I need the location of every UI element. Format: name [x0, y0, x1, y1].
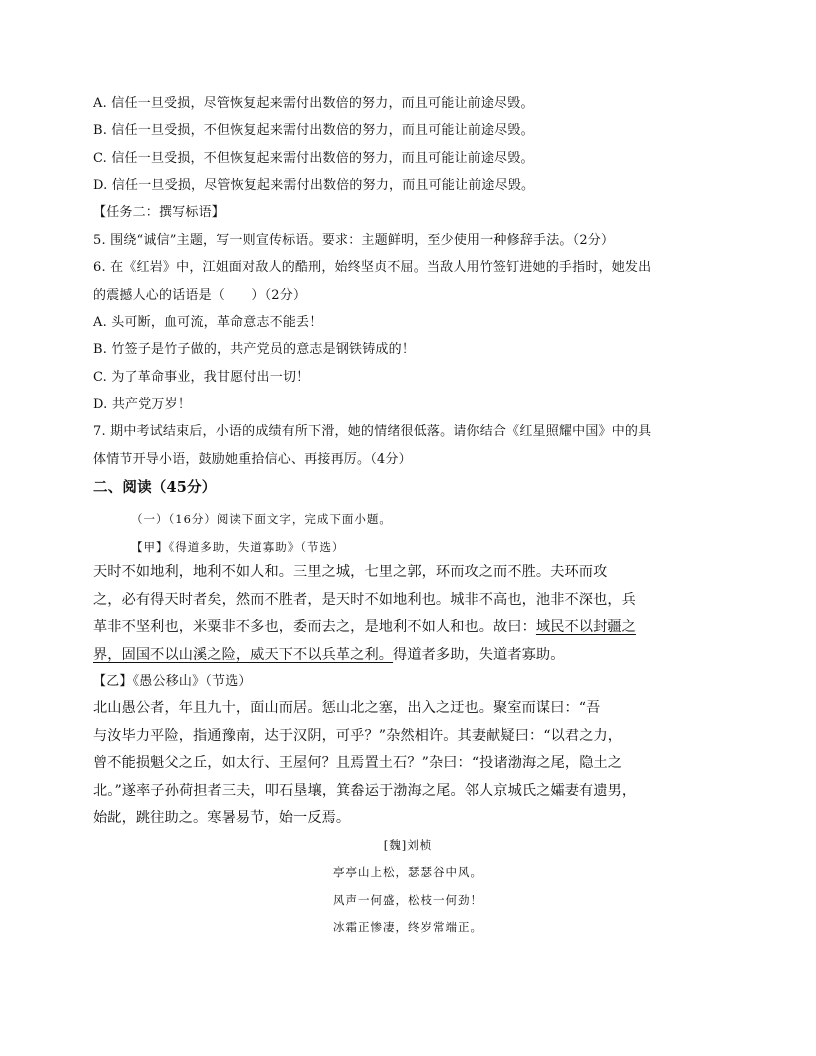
- q6-option-c: C. 为了革命事业，我甘愿付出一切！: [93, 370, 310, 385]
- jia-line-3-text: 革非不坚利也，米粟非不多也，委而去之，是地利不如人和也。故曰：: [93, 619, 536, 635]
- q4-option-b: B. 信任一旦受损，不但恢复起来需付出数倍的努力，而且可能让前途尽毁。: [93, 123, 534, 138]
- yi-line-5: 始龀，跳往助之。寒暑易节，始一反焉。: [93, 810, 351, 826]
- jia-line-1: 天时不如地利，地利不如人和。三里之城，七里之郭，环而攻之而不胜。夫环而攻: [93, 564, 608, 580]
- jia-underlined-1: 域民不以封疆之: [535, 619, 636, 635]
- jia-title: 【甲】《得道多助，失道寡助》（节选）: [131, 540, 345, 554]
- poem-author: [魏]刘桢: [383, 838, 433, 852]
- poem-line-3: 冰霜正惨凄，终岁常端正。: [333, 920, 483, 934]
- question-7-line1: 7. 期中考试结束后，小语的成绩有所下滑，她的情绪很低落。请你结合《红星照耀中国》中的具: [93, 424, 652, 439]
- q6-option-d: D. 共产党万岁！: [93, 397, 192, 412]
- question-7-line2: 体情节开导小语，鼓励她重拾信心、再接再厉。（4分）: [93, 452, 412, 467]
- question-6-line1: 6. 在《红岩》中，江姐面对敌人的酷刑，始终坚贞不屈。当敌人用竹签钉进她的手指时，她发出: [93, 260, 652, 275]
- q4-option-c: C. 信任一旦受损，不但恢复起来需付出数倍的努力，而且可能让前途尽毁。: [93, 151, 534, 166]
- yi-line-2: 与汝毕力平险，指通豫南，达于汉阴，可乎？”杂然相许。其妻献疑曰：“以君之力，: [93, 728, 623, 744]
- jia-underlined-2: 界，固国不以山溪之险，威天下不以兵革之利。: [93, 647, 394, 663]
- poem-line-2: 风声一何盛，松枝一何劲！: [333, 893, 483, 907]
- section-reading-heading: 二、阅读（45分）: [93, 479, 217, 496]
- jia-line-4-text: 得道者多助，失道者寡助。: [393, 647, 565, 663]
- yi-line-3: 曾不能损魁父之丘，如太行、王屋何？且焉置土石？”杂曰：“投诸渤海之尾，隐土之: [93, 755, 623, 771]
- question-5: 5. 围绕“诚信”主题，写一则宣传标语。要求：主题鲜明，至少使用一种修辞手法。（2分）: [93, 233, 615, 248]
- question-6-line2: 的震撼人心的话语是（ ）（2分）: [93, 288, 307, 303]
- task2-heading: 【任务二：撰写标语】: [93, 205, 226, 220]
- jia-line-2: 之，必有得天时者矣，然而不胜者，是天时不如地利也。城非不高也，池非不深也，兵: [93, 592, 636, 608]
- yi-title: 【乙】《愚公移山》（节选）: [93, 674, 252, 689]
- q4-option-a: A. 信任一旦受损，尽管恢复起来需付出数倍的努力，而且可能让前途尽毁。: [93, 96, 534, 111]
- poem-line-1: 亭亭山上松，瑟瑟谷中风。: [333, 865, 483, 879]
- yi-line-4: 北。”遂率子孙荷担者三夫，叩石垦壤，箕畚运于渤海之尾。邻人京城氏之孀妻有遗男，: [93, 783, 637, 799]
- jia-line-3: [93, 618, 636, 636]
- jia-line-4: [93, 646, 565, 664]
- q4-option-d: D. 信任一旦受损，尽管恢复起来需付出数倍的努力，而且可能让前途尽毁。: [93, 178, 535, 193]
- q6-option-b: B. 竹签子是竹子做的，共产党员的意志是钢铁铸成的！: [93, 342, 416, 357]
- yi-line-1: 北山愚公者，年且九十，面山而居。惩山北之塞，出入之迂也。聚室而谋曰：“吾: [93, 700, 601, 716]
- q6-option-a: A. 头可断，血可流，革命意志不能丢！: [93, 315, 323, 330]
- part1-intro: （一）（16分）阅读下面文字，完成下面小题。: [131, 512, 392, 526]
